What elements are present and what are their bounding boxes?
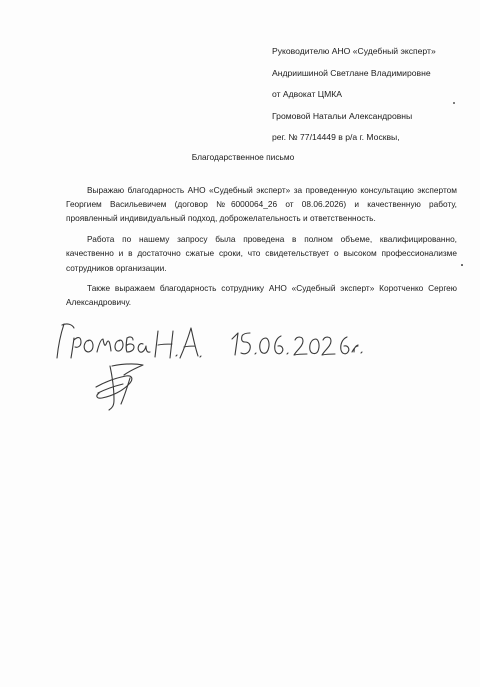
body-paragraph-2: Работа по нашему запросу была проведена в полном объеме, квалифицированно, качественно и в достаточно сжатые сроки, что свидетельствует о высоком профессионализме сотрудников организации.: [66, 234, 457, 273]
body-paragraph-3: Также выражаем благодарность сотруднику АНО «Судебный эксперт» Коротченко Сергею Александровичу.: [66, 283, 457, 308]
addressee-sender-org: от Адвокат ЦМКА: [272, 89, 343, 99]
signature-scribble-drawing: [96, 364, 143, 410]
letter-title: Благодарственное письмо: [191, 152, 295, 162]
body-paragraph-1: Выражаю благодарность АНО «Судебный эксперт» за проведенную консультацию экспертом Георгием Васильевичем (договор №6000064_26 от 08.06.2026) и качественную работу, проявленный индивидуальный подход, доброжелательность и ответственность.: [66, 185, 457, 224]
addressee-recipient-name: Андриишиной Светлане Владимировне: [272, 67, 431, 78]
addressee-recipient-position: Руководителю АНО «Судебный эксперт»: [272, 46, 436, 56]
scan-speck: [461, 264, 463, 266]
handwritten-name-drawing: [57, 324, 201, 358]
scan-speck: [453, 102, 455, 104]
handwritten-date-drawing: [232, 333, 362, 355]
addressee-sender-name: Громовой Натальи Александровны: [272, 110, 413, 121]
addressee-sender-registration: рег. № 77/14449 в р/а г. Москвы,: [272, 132, 400, 142]
